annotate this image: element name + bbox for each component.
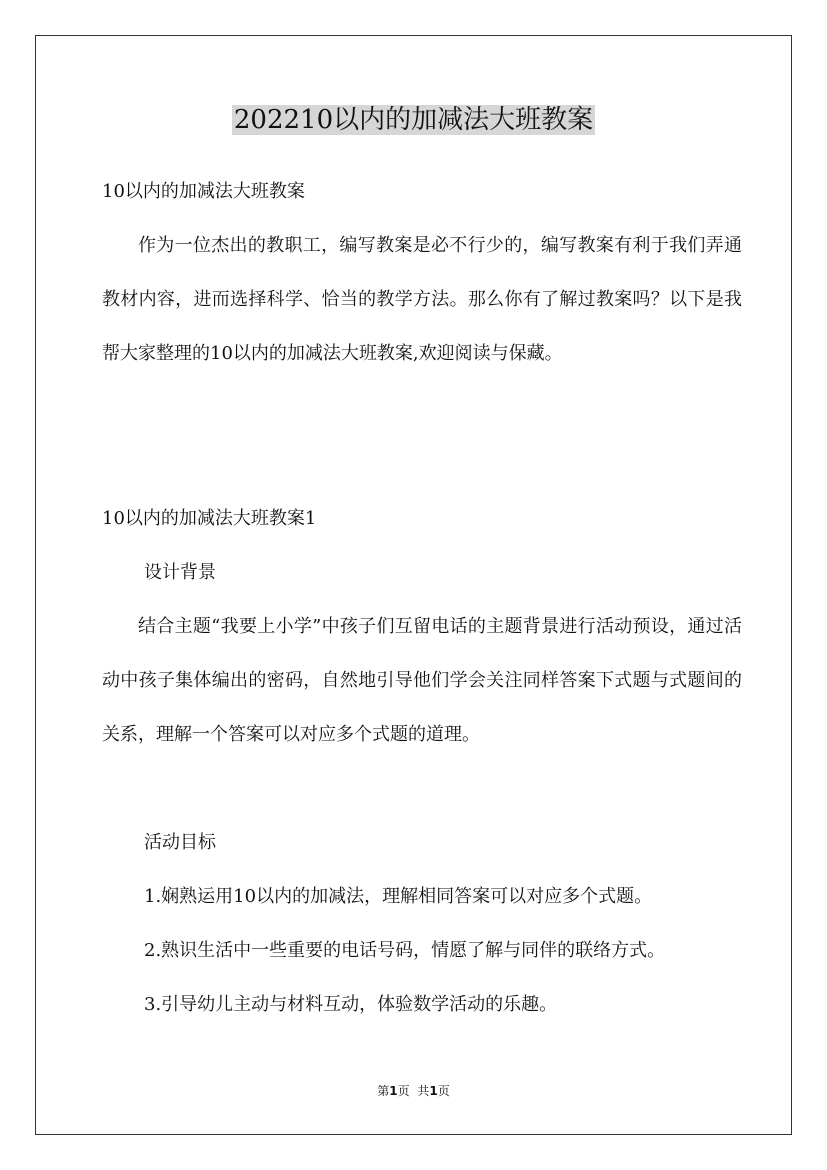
intro-paragraph: 作为一位杰出的教职工，编写教案是必不行少的，编写教案有利于我们弄通教材内容，进而选择科学、恰当的教学方法。那么你有了解过教案吗？以下是我帮大家整理的10以内的加减法大班教案,欢迎阅读与保藏。 xyxy=(102,235,742,364)
footer-total-prefix: 共 xyxy=(417,1084,430,1098)
footer-page-suffix: 页 xyxy=(397,1084,410,1098)
goal-item-2: 2.熟识生活中一些重要的电话号码，情愿了解与同伴的联络方式。 xyxy=(144,940,666,961)
goal-item-3: 3.引导幼儿主动与材料互动，体验数学活动的乐趣。 xyxy=(144,994,558,1015)
page-footer xyxy=(0,1082,827,1100)
footer-page-total: 1 xyxy=(429,1084,438,1098)
footer-page-prefix: 第 xyxy=(377,1084,390,1098)
activity-goals-heading: 活动目标 xyxy=(144,832,216,853)
section-1-title: 10以内的加减法大班教案1 xyxy=(102,508,317,529)
goal-item-1: 1.娴熟运用10以内的加减法，理解相同答案可以对应多个式题。 xyxy=(144,886,653,907)
design-background-body: 结合主题“我要上小学”中孩子们互留电话的主题背景进行活动预设，通过活动中孩子集体编出的密码，自然地引导他们学会关注同样答案下式题与式题间的关系，理解一个答案可以对应多个式题的道理。 xyxy=(102,616,742,745)
document-subtitle: 10以内的加减法大班教案 xyxy=(102,181,305,202)
footer-total-suffix: 页 xyxy=(437,1084,450,1098)
document-title xyxy=(0,100,827,140)
design-background-heading: 设计背景 xyxy=(144,562,216,583)
document-title-text: 202210以内的加减法大班教案 xyxy=(233,105,594,135)
footer-page-current: 1 xyxy=(389,1084,398,1098)
